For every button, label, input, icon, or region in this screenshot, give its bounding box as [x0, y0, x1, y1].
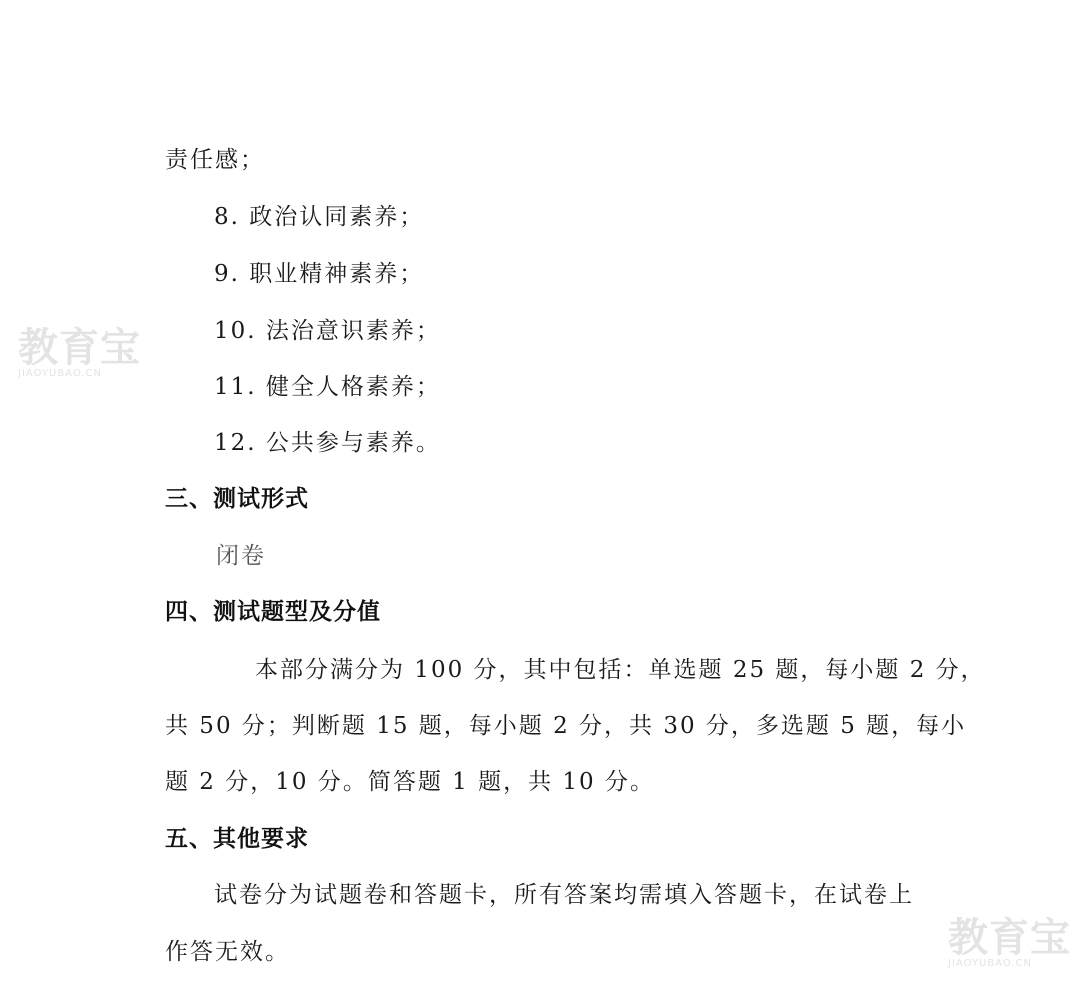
list-item: 8. 政治认同素养；	[214, 204, 425, 230]
section-body: 闭卷	[216, 543, 266, 569]
watermark-text: 教育宝	[948, 915, 1071, 961]
watermark-logo	[18, 325, 141, 380]
section-heading: 五、其他要求	[165, 826, 309, 852]
paragraph-line: 本部分满分为 100 分，其中包括：单选题 25 题，每小题 2 分，	[255, 657, 986, 683]
text-line: 责任感；	[165, 147, 265, 173]
section-heading: 三、测试形式	[165, 486, 309, 512]
watermark-subtext: JIAOYUBAO.CN	[18, 368, 102, 379]
watermark-logo	[948, 915, 1071, 970]
list-item: 11. 健全人格素养；	[214, 374, 441, 400]
paragraph-line: 试卷分为试题卷和答题卡，所有答案均需填入答题卡，在试卷上	[214, 882, 914, 908]
list-item: 9. 职业精神素养；	[214, 261, 425, 287]
watermark-text: 教育宝	[18, 325, 141, 371]
section-heading: 四、测试题型及分值	[165, 599, 381, 625]
list-item: 12. 公共参与素养。	[214, 430, 441, 456]
watermark-subtext: JIAOYUBAO.CN	[948, 958, 1032, 969]
paragraph-line: 题 2 分，10 分。简答题 1 题，共 10 分。	[165, 769, 655, 795]
paragraph-line: 作答无效。	[165, 939, 290, 965]
list-item: 10. 法治意识素养；	[214, 318, 441, 344]
paragraph-line: 共 50 分；判断题 15 题，每小题 2 分，共 30 分，多选题 5 题，每小	[165, 713, 967, 739]
